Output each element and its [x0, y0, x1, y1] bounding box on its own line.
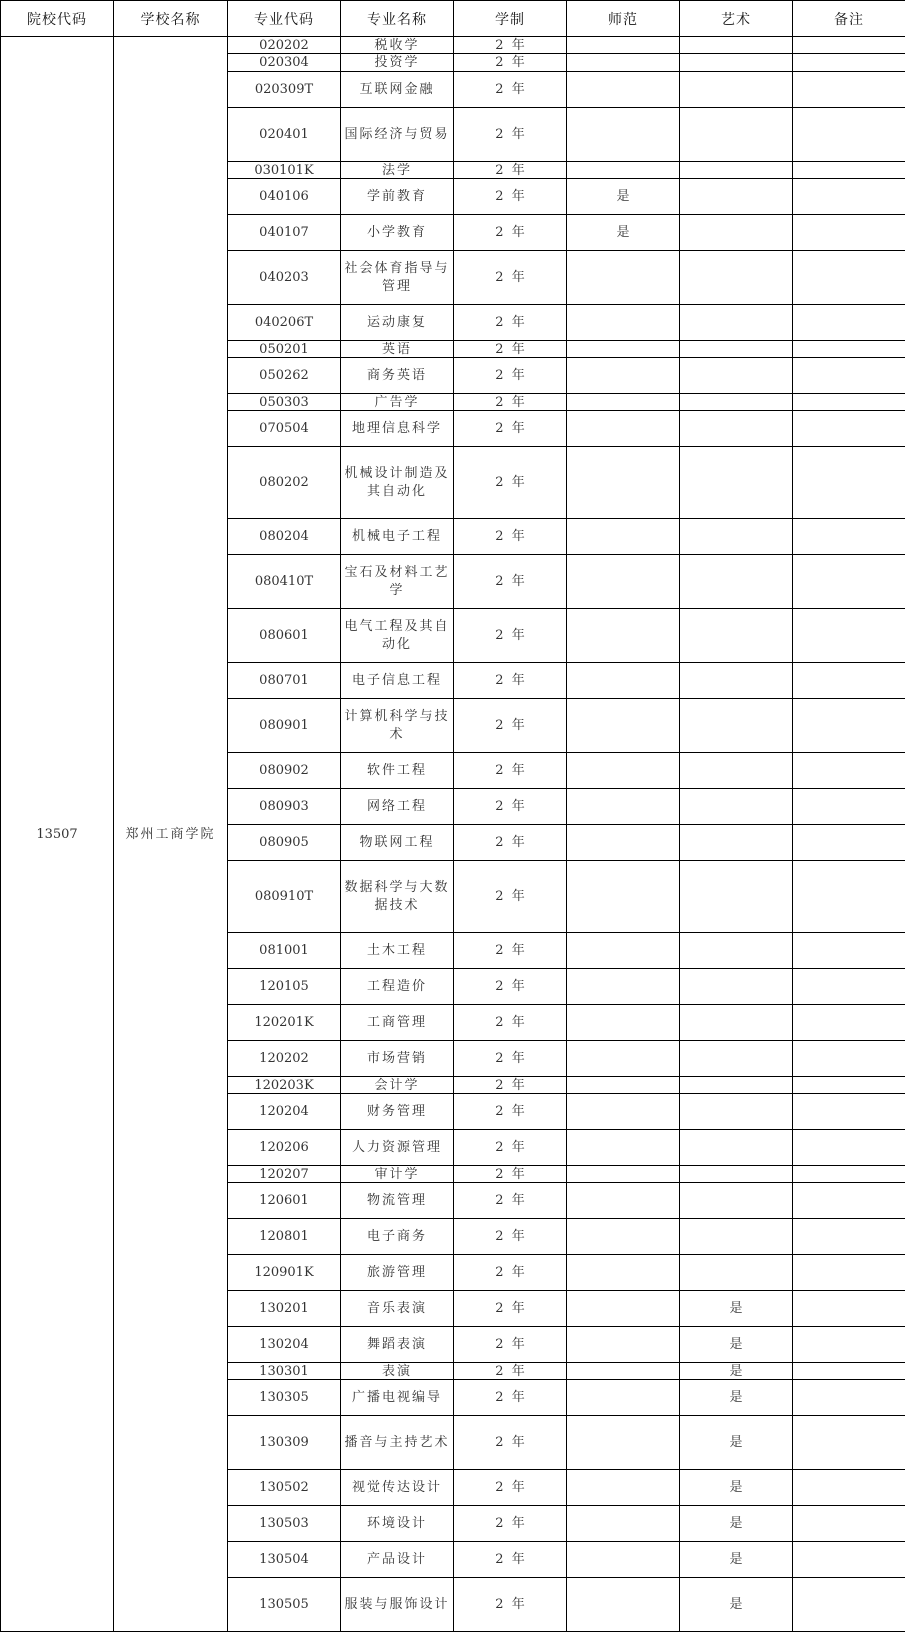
duration-cell: 2 年	[454, 1506, 567, 1542]
normal-flag-cell	[567, 1219, 680, 1255]
normal-flag-cell	[567, 1183, 680, 1219]
normal-flag-cell	[567, 1094, 680, 1130]
art-flag-cell: 是	[680, 1470, 793, 1506]
major-code-cell: 080204	[228, 519, 341, 555]
major-code-cell: 070504	[228, 411, 341, 447]
duration-cell: 2 年	[454, 663, 567, 699]
normal-flag-cell	[567, 394, 680, 411]
major-code-cell: 040203	[228, 251, 341, 305]
duration-cell: 2 年	[454, 1578, 567, 1632]
major-code-cell: 120901K	[228, 1255, 341, 1291]
major-name-cell: 法学	[341, 162, 454, 179]
art-flag-cell	[680, 37, 793, 54]
major-name-cell: 土木工程	[341, 933, 454, 969]
major-code-cell: 130502	[228, 1470, 341, 1506]
duration-cell: 2 年	[454, 699, 567, 753]
remark-cell	[793, 609, 905, 663]
major-code-cell: 080701	[228, 663, 341, 699]
art-flag-cell	[680, 341, 793, 358]
normal-flag-cell	[567, 1416, 680, 1470]
major-name-cell: 物流管理	[341, 1183, 454, 1219]
major-code-cell: 040206T	[228, 305, 341, 341]
normal-flag-cell	[567, 1005, 680, 1041]
remark-cell	[793, 162, 905, 179]
remark-cell	[793, 1542, 905, 1578]
major-name-cell: 互联网金融	[341, 72, 454, 108]
duration-cell: 2 年	[454, 108, 567, 162]
remark-cell	[793, 108, 905, 162]
art-flag-cell	[680, 358, 793, 394]
table-header	[1, 1, 905, 37]
major-code-cell: 020304	[228, 54, 341, 72]
major-name-cell: 运动康复	[341, 305, 454, 341]
major-code-cell: 120202	[228, 1041, 341, 1077]
remark-cell	[793, 447, 905, 519]
remark-cell	[793, 1327, 905, 1363]
major-code-cell: 080901	[228, 699, 341, 753]
art-flag-cell	[680, 54, 793, 72]
major-name-cell: 学前教育	[341, 179, 454, 215]
school-name-cell: 郑州工商学院	[114, 37, 228, 1632]
duration-cell: 2 年	[454, 519, 567, 555]
duration-cell: 2 年	[454, 251, 567, 305]
major-code-cell: 130204	[228, 1327, 341, 1363]
remark-cell	[793, 54, 905, 72]
remark-cell	[793, 1166, 905, 1183]
normal-flag-cell	[567, 1506, 680, 1542]
major-code-cell: 120207	[228, 1166, 341, 1183]
remark-cell	[793, 825, 905, 861]
remark-cell	[793, 1363, 905, 1380]
major-code-cell: 130505	[228, 1578, 341, 1632]
duration-cell: 2 年	[454, 789, 567, 825]
remark-cell	[793, 1219, 905, 1255]
duration-cell: 2 年	[454, 1542, 567, 1578]
remark-cell	[793, 1470, 905, 1506]
header-duration: 学制	[454, 1, 567, 37]
remark-cell	[793, 1506, 905, 1542]
remark-cell	[793, 933, 905, 969]
major-name-cell: 电子商务	[341, 1219, 454, 1255]
duration-cell: 2 年	[454, 1416, 567, 1470]
major-code-cell: 050201	[228, 341, 341, 358]
major-name-cell: 投资学	[341, 54, 454, 72]
normal-flag-cell	[567, 358, 680, 394]
normal-flag-cell	[567, 699, 680, 753]
normal-flag-cell	[567, 1363, 680, 1380]
major-code-cell: 040106	[228, 179, 341, 215]
major-name-cell: 计算机科学与技术	[341, 699, 454, 753]
art-flag-cell: 是	[680, 1363, 793, 1380]
major-name-cell: 审计学	[341, 1166, 454, 1183]
duration-cell: 2 年	[454, 1166, 567, 1183]
major-code-cell: 120204	[228, 1094, 341, 1130]
duration-cell: 2 年	[454, 447, 567, 519]
normal-flag-cell	[567, 1470, 680, 1506]
major-code-cell: 080905	[228, 825, 341, 861]
header-row	[1, 1, 905, 37]
major-code-cell: 080202	[228, 447, 341, 519]
normal-flag-cell	[567, 411, 680, 447]
remark-cell	[793, 753, 905, 789]
remark-cell	[793, 1041, 905, 1077]
remark-cell	[793, 1183, 905, 1219]
remark-cell	[793, 179, 905, 215]
major-name-cell: 机械设计制造及其自动化	[341, 447, 454, 519]
duration-cell: 2 年	[454, 394, 567, 411]
school-code-cell: 13507	[1, 37, 114, 1632]
duration-cell: 2 年	[454, 1363, 567, 1380]
duration-cell: 2 年	[454, 1005, 567, 1041]
normal-flag-cell	[567, 1291, 680, 1327]
table-body	[1, 37, 905, 1632]
major-name-cell: 小学教育	[341, 215, 454, 251]
header-remark: 备注	[793, 1, 905, 37]
art-flag-cell	[680, 1166, 793, 1183]
duration-cell: 2 年	[454, 969, 567, 1005]
art-flag-cell: 是	[680, 1578, 793, 1632]
art-flag-cell	[680, 1130, 793, 1166]
normal-flag-cell	[567, 1130, 680, 1166]
art-flag-cell	[680, 699, 793, 753]
remark-cell	[793, 555, 905, 609]
major-name-cell: 广播电视编导	[341, 1380, 454, 1416]
duration-cell: 2 年	[454, 305, 567, 341]
major-name-cell: 视觉传达设计	[341, 1470, 454, 1506]
remark-cell	[793, 861, 905, 933]
major-code-cell: 050303	[228, 394, 341, 411]
remark-cell	[793, 1130, 905, 1166]
normal-flag-cell	[567, 519, 680, 555]
normal-flag-cell	[567, 1077, 680, 1094]
remark-cell	[793, 411, 905, 447]
normal-flag-cell: 是	[567, 215, 680, 251]
remark-cell	[793, 305, 905, 341]
art-flag-cell	[680, 969, 793, 1005]
header-major-name: 专业名称	[341, 1, 454, 37]
normal-flag-cell	[567, 108, 680, 162]
remark-cell	[793, 251, 905, 305]
art-flag-cell	[680, 609, 793, 663]
major-name-cell: 数据科学与大数据技术	[341, 861, 454, 933]
major-name-cell: 物联网工程	[341, 825, 454, 861]
art-flag-cell: 是	[680, 1327, 793, 1363]
art-flag-cell	[680, 447, 793, 519]
art-flag-cell	[680, 933, 793, 969]
duration-cell: 2 年	[454, 1094, 567, 1130]
art-flag-cell	[680, 825, 793, 861]
major-code-cell: 120201K	[228, 1005, 341, 1041]
major-code-cell: 080903	[228, 789, 341, 825]
art-flag-cell: 是	[680, 1380, 793, 1416]
duration-cell: 2 年	[454, 1130, 567, 1166]
duration-cell: 2 年	[454, 162, 567, 179]
art-flag-cell	[680, 251, 793, 305]
duration-cell: 2 年	[454, 825, 567, 861]
major-name-cell: 表演	[341, 1363, 454, 1380]
remark-cell	[793, 1578, 905, 1632]
major-name-cell: 商务英语	[341, 358, 454, 394]
major-code-cell: 130201	[228, 1291, 341, 1327]
art-flag-cell	[680, 861, 793, 933]
major-code-cell: 120206	[228, 1130, 341, 1166]
major-code-cell: 120801	[228, 1219, 341, 1255]
art-flag-cell	[680, 555, 793, 609]
major-name-cell: 税收学	[341, 37, 454, 54]
art-flag-cell	[680, 789, 793, 825]
duration-cell: 2 年	[454, 1077, 567, 1094]
major-code-cell: 020309T	[228, 72, 341, 108]
art-flag-cell	[680, 72, 793, 108]
art-flag-cell: 是	[680, 1416, 793, 1470]
duration-cell: 2 年	[454, 1470, 567, 1506]
duration-cell: 2 年	[454, 753, 567, 789]
duration-cell: 2 年	[454, 54, 567, 72]
table-row	[1, 37, 905, 54]
major-name-cell: 音乐表演	[341, 1291, 454, 1327]
normal-flag-cell	[567, 54, 680, 72]
major-code-cell: 080910T	[228, 861, 341, 933]
major-code-cell: 130305	[228, 1380, 341, 1416]
header-school-name: 学校名称	[114, 1, 228, 37]
remark-cell	[793, 341, 905, 358]
normal-flag-cell	[567, 1380, 680, 1416]
art-flag-cell	[680, 1183, 793, 1219]
art-flag-cell	[680, 663, 793, 699]
remark-cell	[793, 969, 905, 1005]
normal-flag-cell	[567, 789, 680, 825]
art-flag-cell	[680, 1219, 793, 1255]
remark-cell	[793, 1291, 905, 1327]
normal-flag-cell	[567, 305, 680, 341]
header-normal: 师范	[567, 1, 680, 37]
art-flag-cell: 是	[680, 1506, 793, 1542]
major-name-cell: 国际经济与贸易	[341, 108, 454, 162]
duration-cell: 2 年	[454, 1041, 567, 1077]
normal-flag-cell	[567, 861, 680, 933]
normal-flag-cell	[567, 1542, 680, 1578]
major-name-cell: 电子信息工程	[341, 663, 454, 699]
normal-flag-cell	[567, 753, 680, 789]
major-name-cell: 工商管理	[341, 1005, 454, 1041]
duration-cell: 2 年	[454, 1380, 567, 1416]
remark-cell	[793, 37, 905, 54]
major-name-cell: 旅游管理	[341, 1255, 454, 1291]
remark-cell	[793, 1094, 905, 1130]
header-major-code: 专业代码	[228, 1, 341, 37]
normal-flag-cell	[567, 609, 680, 663]
remark-cell	[793, 358, 905, 394]
major-code-cell: 020202	[228, 37, 341, 54]
art-flag-cell: 是	[680, 1291, 793, 1327]
art-flag-cell	[680, 162, 793, 179]
normal-flag-cell	[567, 1255, 680, 1291]
duration-cell: 2 年	[454, 1327, 567, 1363]
major-name-cell: 网络工程	[341, 789, 454, 825]
art-flag-cell	[680, 411, 793, 447]
duration-cell: 2 年	[454, 358, 567, 394]
major-code-cell: 040107	[228, 215, 341, 251]
normal-flag-cell	[567, 663, 680, 699]
normal-flag-cell	[567, 1327, 680, 1363]
major-code-cell: 120203K	[228, 1077, 341, 1094]
header-school-code: 院校代码	[1, 1, 114, 37]
remark-cell	[793, 72, 905, 108]
normal-flag-cell	[567, 825, 680, 861]
normal-flag-cell: 是	[567, 179, 680, 215]
normal-flag-cell	[567, 555, 680, 609]
duration-cell: 2 年	[454, 609, 567, 663]
major-name-cell: 地理信息科学	[341, 411, 454, 447]
major-code-cell: 050262	[228, 358, 341, 394]
normal-flag-cell	[567, 251, 680, 305]
remark-cell	[793, 1005, 905, 1041]
normal-flag-cell	[567, 933, 680, 969]
header-art: 艺术	[680, 1, 793, 37]
remark-cell	[793, 663, 905, 699]
major-code-cell: 020401	[228, 108, 341, 162]
major-name-cell: 软件工程	[341, 753, 454, 789]
major-name-cell: 电气工程及其自动化	[341, 609, 454, 663]
art-flag-cell	[680, 1005, 793, 1041]
duration-cell: 2 年	[454, 1219, 567, 1255]
duration-cell: 2 年	[454, 1291, 567, 1327]
duration-cell: 2 年	[454, 411, 567, 447]
art-flag-cell	[680, 1077, 793, 1094]
major-code-cell: 120601	[228, 1183, 341, 1219]
remark-cell	[793, 1077, 905, 1094]
major-code-cell: 130504	[228, 1542, 341, 1578]
major-code-cell: 081001	[228, 933, 341, 969]
major-name-cell: 市场营销	[341, 1041, 454, 1077]
major-name-cell: 播音与主持艺术	[341, 1416, 454, 1470]
art-flag-cell	[680, 305, 793, 341]
major-name-cell: 英语	[341, 341, 454, 358]
major-name-cell: 会计学	[341, 1077, 454, 1094]
duration-cell: 2 年	[454, 861, 567, 933]
major-name-cell: 机械电子工程	[341, 519, 454, 555]
normal-flag-cell	[567, 1041, 680, 1077]
normal-flag-cell	[567, 37, 680, 54]
major-name-cell: 舞蹈表演	[341, 1327, 454, 1363]
major-code-cell: 080601	[228, 609, 341, 663]
art-flag-cell	[680, 215, 793, 251]
duration-cell: 2 年	[454, 933, 567, 969]
duration-cell: 2 年	[454, 179, 567, 215]
major-code-cell: 130503	[228, 1506, 341, 1542]
major-name-cell: 环境设计	[341, 1506, 454, 1542]
major-code-cell: 080410T	[228, 555, 341, 609]
remark-cell	[793, 215, 905, 251]
duration-cell: 2 年	[454, 341, 567, 358]
major-name-cell: 广告学	[341, 394, 454, 411]
major-code-cell: 130301	[228, 1363, 341, 1380]
duration-cell: 2 年	[454, 72, 567, 108]
major-code-cell: 120105	[228, 969, 341, 1005]
normal-flag-cell	[567, 447, 680, 519]
normal-flag-cell	[567, 1578, 680, 1632]
art-flag-cell: 是	[680, 1542, 793, 1578]
remark-cell	[793, 789, 905, 825]
major-name-cell: 社会体育指导与管理	[341, 251, 454, 305]
normal-flag-cell	[567, 1166, 680, 1183]
remark-cell	[793, 1255, 905, 1291]
art-flag-cell	[680, 394, 793, 411]
art-flag-cell	[680, 179, 793, 215]
normal-flag-cell	[567, 72, 680, 108]
remark-cell	[793, 699, 905, 753]
major-name-cell: 宝石及材料工艺学	[341, 555, 454, 609]
major-code-cell: 080902	[228, 753, 341, 789]
remark-cell	[793, 1416, 905, 1470]
duration-cell: 2 年	[454, 1183, 567, 1219]
art-flag-cell	[680, 108, 793, 162]
duration-cell: 2 年	[454, 215, 567, 251]
art-flag-cell	[680, 1094, 793, 1130]
major-code-cell: 030101K	[228, 162, 341, 179]
duration-cell: 2 年	[454, 1255, 567, 1291]
duration-cell: 2 年	[454, 555, 567, 609]
remark-cell	[793, 394, 905, 411]
art-flag-cell	[680, 753, 793, 789]
normal-flag-cell	[567, 969, 680, 1005]
remark-cell	[793, 1380, 905, 1416]
major-name-cell: 服装与服饰设计	[341, 1578, 454, 1632]
major-name-cell: 产品设计	[341, 1542, 454, 1578]
normal-flag-cell	[567, 162, 680, 179]
art-flag-cell	[680, 1041, 793, 1077]
normal-flag-cell	[567, 341, 680, 358]
duration-cell: 2 年	[454, 37, 567, 54]
major-name-cell: 人力资源管理	[341, 1130, 454, 1166]
major-code-cell: 130309	[228, 1416, 341, 1470]
art-flag-cell	[680, 519, 793, 555]
remark-cell	[793, 519, 905, 555]
major-name-cell: 工程造价	[341, 969, 454, 1005]
major-name-cell: 财务管理	[341, 1094, 454, 1130]
art-flag-cell	[680, 1255, 793, 1291]
